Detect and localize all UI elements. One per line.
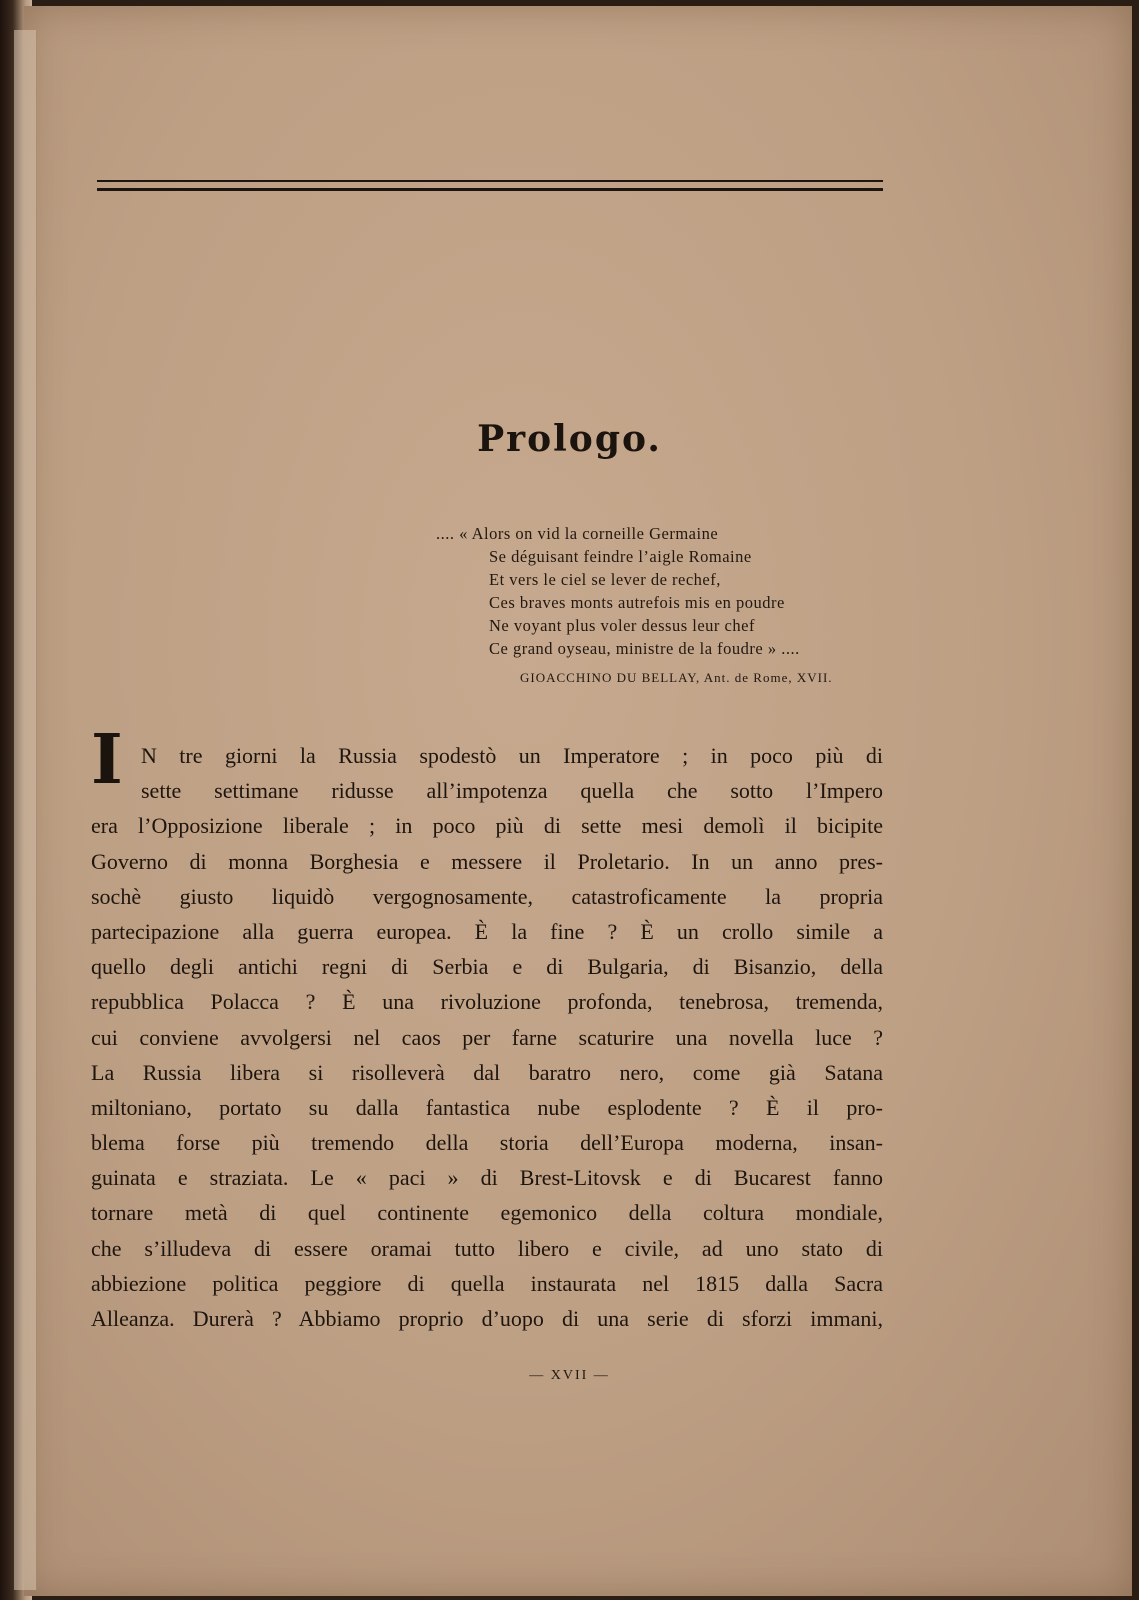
body-line: miltoniano, portato su dalla fantastica nube esplodente ? È il pro-: [91, 1094, 883, 1120]
epigraph-line: Se déguisant feindre l’aigle Romaine: [489, 547, 752, 566]
body-line: sochè giusto liquidò vergognosamente, catastroficamente la propria: [91, 883, 883, 909]
body-line: repubblica Polacca ? È una rivoluzione profonda, tenebrosa, tremenda,: [91, 989, 883, 1015]
body-line: Alleanza. Durerà ? Abbiamo proprio d’uopo di una serie di sforzi immani,: [91, 1306, 883, 1331]
epigraph-line: Ne voyant plus voler dessus leur chef: [489, 616, 755, 635]
body-line: abbiezione politica peggiore di quella instaurata nel 1815 dalla Sacra: [91, 1270, 883, 1296]
body-line: Governo di monna Borghesia e messere il Proletario. In un anno pres-: [91, 848, 883, 874]
body-line: tornare metà di quel continente egemonico della coltura mondiale,: [91, 1200, 883, 1226]
epigraph-line: Et vers le ciel se lever de rechef,: [489, 570, 721, 589]
epigraph-line: .... « Alors on vid la corneille Germaine: [436, 524, 719, 543]
page-number: — XVII —: [529, 1368, 610, 1383]
header-rule-thick: [97, 188, 883, 191]
epigraph-attribution: GIOACCHINO DU BELLAY, Ant. de Rome, XVII.: [520, 670, 833, 685]
body-line: guinata e straziata. Le « paci » di Brest-Litovsk e di Bucarest fanno: [91, 1165, 883, 1191]
header-rule-thin: [97, 180, 883, 182]
epigraph: [436, 522, 896, 660]
body-line: era l’Opposizione liberale ; in poco più di sette mesi demolì il bicipite: [91, 813, 883, 839]
body-line: quello degli antichi regni di Serbia e di Bulgaria, di Bisanzio, della: [91, 954, 883, 980]
body-line: blema forse più tremendo della storia dell’Europa moderna, insan-: [91, 1130, 883, 1156]
body-paragraph: [91, 738, 883, 1336]
chapter-title: Prologo.: [477, 418, 662, 460]
epigraph-line: Ces braves monts autrefois mis en poudre: [489, 593, 785, 612]
page-edge: [14, 30, 37, 1590]
body-line: partecipazione alla guerra europea. È la fine ? È un crollo simile a: [91, 918, 883, 944]
body-line: La Russia libera si risolleverà dal baratro nero, come già Satana: [91, 1059, 883, 1085]
body-line: sette settimane ridusse all’impotenza quella che sotto l’Impero: [141, 778, 883, 804]
body-line: che s’illudeva di essere oramai tutto libero e civile, ad uno stato di: [91, 1235, 883, 1261]
body-line: cui conviene avvolgersi nel caos per farne scaturire una novella luce ?: [91, 1024, 883, 1050]
epigraph-line: Ce grand oyseau, ministre de la foudre » ....: [489, 639, 800, 658]
body-line: N tre giorni la Russia spodestò un Imperatore ; in poco più di: [141, 743, 883, 768]
drop-cap: I: [91, 720, 123, 800]
